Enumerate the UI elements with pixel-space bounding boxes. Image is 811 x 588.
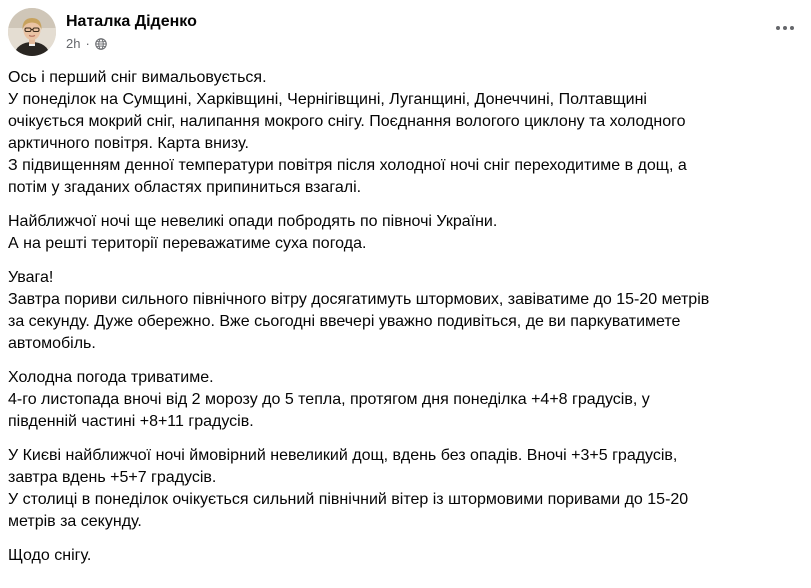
post-header <box>8 8 803 58</box>
post-text-line: З підвищенням денної температури повітря після холодної ночі сніг переходитиме в дощ, а <box>8 157 687 174</box>
post-text-line: У понеділок на Сумщині, Харківщині, Чернігівщині, Луганщині, Донеччині, Полтавщині <box>8 91 647 108</box>
post-text-line: очікується мокрий сніг, налипання мокрого снігу. Поєднання вологого циклону та холодного <box>8 113 686 130</box>
post-text-line: автомобіль. <box>8 335 96 352</box>
post-text-line: Холодна погода триватиме. <box>8 369 214 386</box>
post-text-line: У столиці в понеділок очікується сильний північний вітер із штормовими поривами до 15-20 <box>8 491 689 508</box>
post-text-line: 4-го листопада вночі від 2 морозу до 5 тепла, протягом дня понеділка +4+8 градусів, у <box>8 391 650 408</box>
post-text-line: арктичного повітря. Карта внизу. <box>8 135 249 152</box>
post-text <box>8 67 798 579</box>
post-paragraph <box>8 67 798 199</box>
post-text-line: метрів за секунду. <box>8 513 142 530</box>
post-text-line: А на решті території переважатиме суха погода. <box>8 235 367 252</box>
post-text-line: Ось і перший сніг вимальовується. <box>8 69 267 86</box>
post-text-line: за секунду. Дуже обережно. Вже сьогодні ввечері уважно подивіться, де ви паркуватимете <box>8 313 681 330</box>
post-text-line: Щодо снігу. <box>8 547 92 564</box>
meta-separator: · <box>85 36 90 51</box>
post-text-line: завтра вдень +5+7 градусів. <box>8 469 217 486</box>
globe-icon <box>95 38 107 50</box>
post-text-line: південній частині +8+11 градусів. <box>8 413 254 430</box>
post-paragraph <box>8 445 798 533</box>
post-text-line: Завтра пориви сильного північного вітру досягатимуть штормових, завіватиме до 15-20 метрів <box>8 291 710 308</box>
post-time[interactable]: 2h <box>66 36 81 51</box>
more-options-icon[interactable] <box>771 18 799 38</box>
post-meta <box>66 36 107 51</box>
post-paragraph <box>8 267 798 355</box>
post-paragraph <box>8 545 798 567</box>
post-paragraph <box>8 211 798 255</box>
post-text-line: Найближчої ночі ще невеликі опади побродять по півночі України. <box>8 213 498 230</box>
avatar-image <box>8 8 56 56</box>
author-name[interactable]: Наталка Діденко <box>66 13 197 30</box>
post-text-line: У Києві найближчої ночі ймовірний невеликий дощ, вдень без опадів. Вночі +3+5 градусів, <box>8 447 678 464</box>
avatar[interactable] <box>8 8 56 56</box>
post-text-line: потім у згаданих областях припиниться взагалі. <box>8 179 362 196</box>
post-text-line: Увага! <box>8 269 54 286</box>
post-paragraph <box>8 367 798 433</box>
